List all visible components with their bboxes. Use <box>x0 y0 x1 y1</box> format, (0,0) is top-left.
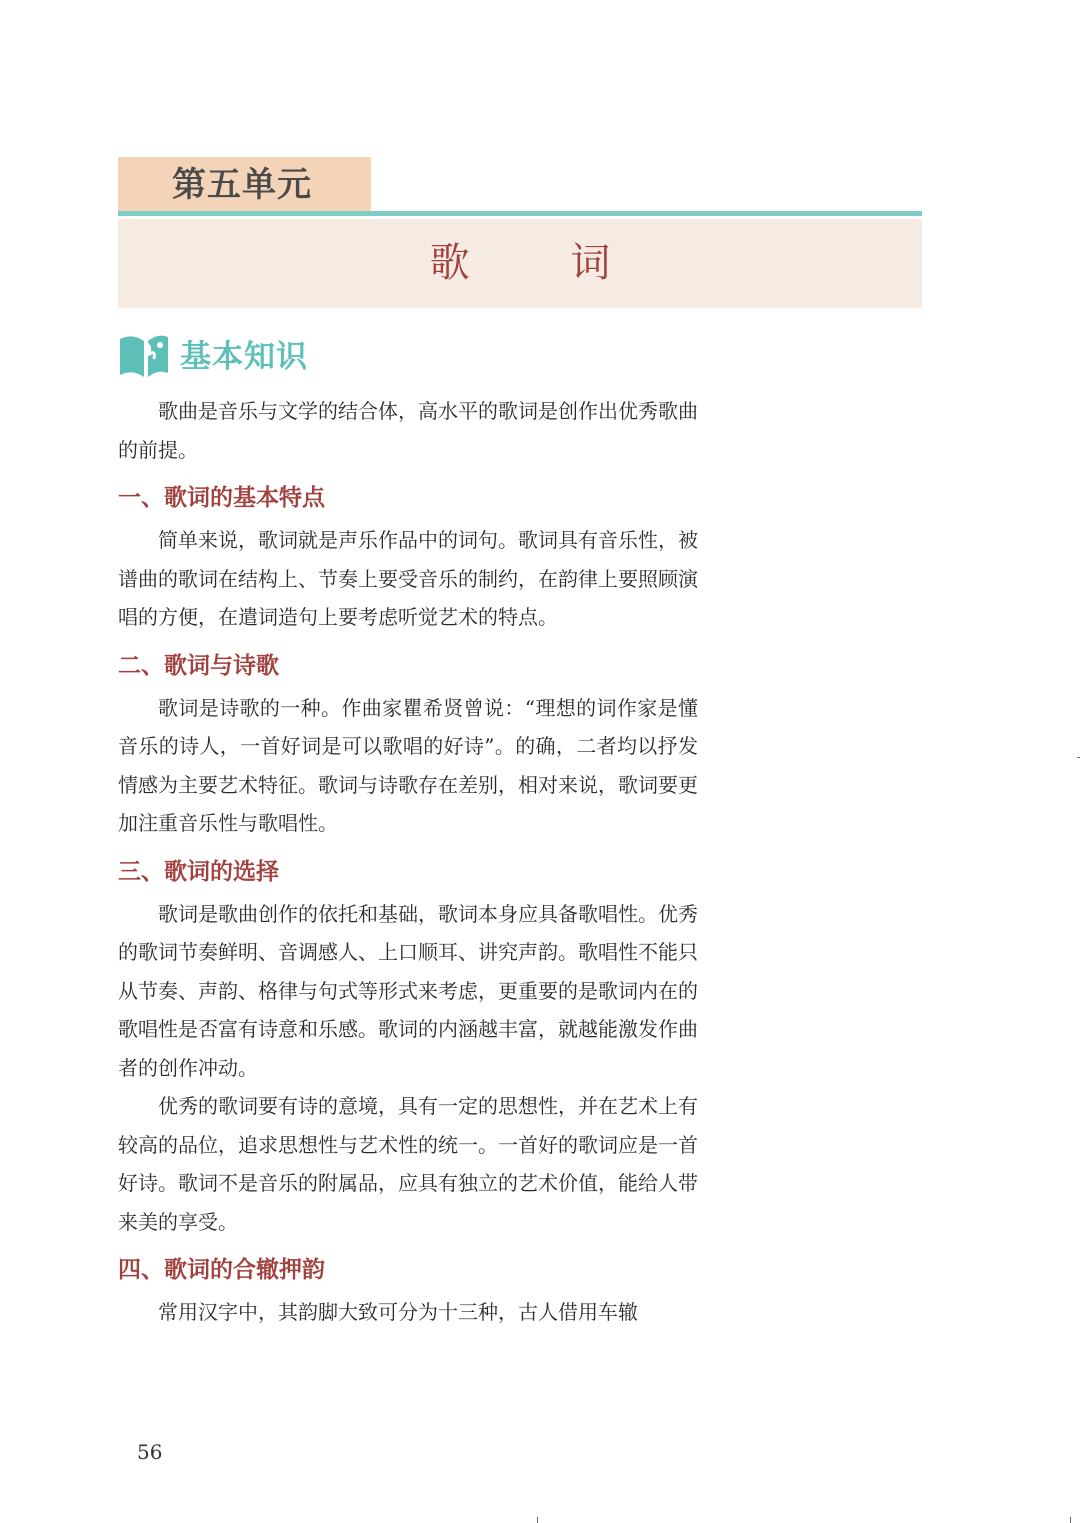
intro-paragraph: 歌曲是音乐与文学的结合体，高水平的歌词是创作出优秀歌曲的前提。 <box>118 399 698 462</box>
book-icon <box>118 331 172 383</box>
subsection-heading: 二、歌词与诗歌 <box>118 651 279 679</box>
subsection-heading: 一、歌词的基本特点 <box>118 484 325 511</box>
page-number: 56 <box>137 1440 163 1464</box>
paragraph: 简单来说，歌词就是声乐作品中的词句。歌词具有音乐性，被谱曲的歌词在结构上、节奏上要受音乐的制约，在韵律上要照顾演唱的方便，在遣词造句上要考虑听觉艺术的特点。 <box>118 528 698 629</box>
paragraph: 优秀的歌词要有诗的意境，具有一定的思想性，并在艺术上有较高的品位，追求思想性与艺术性的统一。一首好的歌词应是一首好诗。歌词不是音乐的附属品，应具有独立的艺术价值，能给人带来美的享受。 <box>118 1094 698 1234</box>
section-title: 基本知识 <box>180 339 308 375</box>
paragraph: 歌词是诗歌的一种。作曲家瞿希贤曾说：“理想的词作家是懂音乐的诗人，一首好词是可以歌唱的好诗”。的确，二者均以抒发情感为主要艺术特征。歌词与诗歌存在差别，相对来说，歌词要更加注重音乐性与歌唱性。 <box>118 695 698 835</box>
subsection-heading: 三、歌词的选择 <box>118 857 279 885</box>
paragraph: 常用汉字中，其韵脚大致可分为十三种，古人借用车辙 <box>158 1300 638 1324</box>
crop-mark <box>1070 1517 1071 1523</box>
title-divider <box>118 211 922 216</box>
title-band <box>118 219 922 308</box>
section-header <box>118 330 308 384</box>
chapter-title: 歌 词 <box>429 240 655 286</box>
subsection-heading: 四、歌词的合辙押韵 <box>118 1256 325 1283</box>
unit-label: 第五单元 <box>118 157 371 213</box>
body-content <box>118 392 698 1332</box>
paragraph: 歌词是歌曲创作的依托和基础，歌词本身应具备歌唱性。优秀的歌词节奏鲜明、音调感人、上口顺耳、讲究声韵。歌唱性不能只从节奏、声韵、格律与句式等形式来考虑，更重要的是歌词内在的歌唱性是否富有诗意和乐感。歌词的内涵越丰富，就越能激发作曲者的创作冲动。 <box>118 901 698 1080</box>
crop-mark <box>537 1517 538 1523</box>
